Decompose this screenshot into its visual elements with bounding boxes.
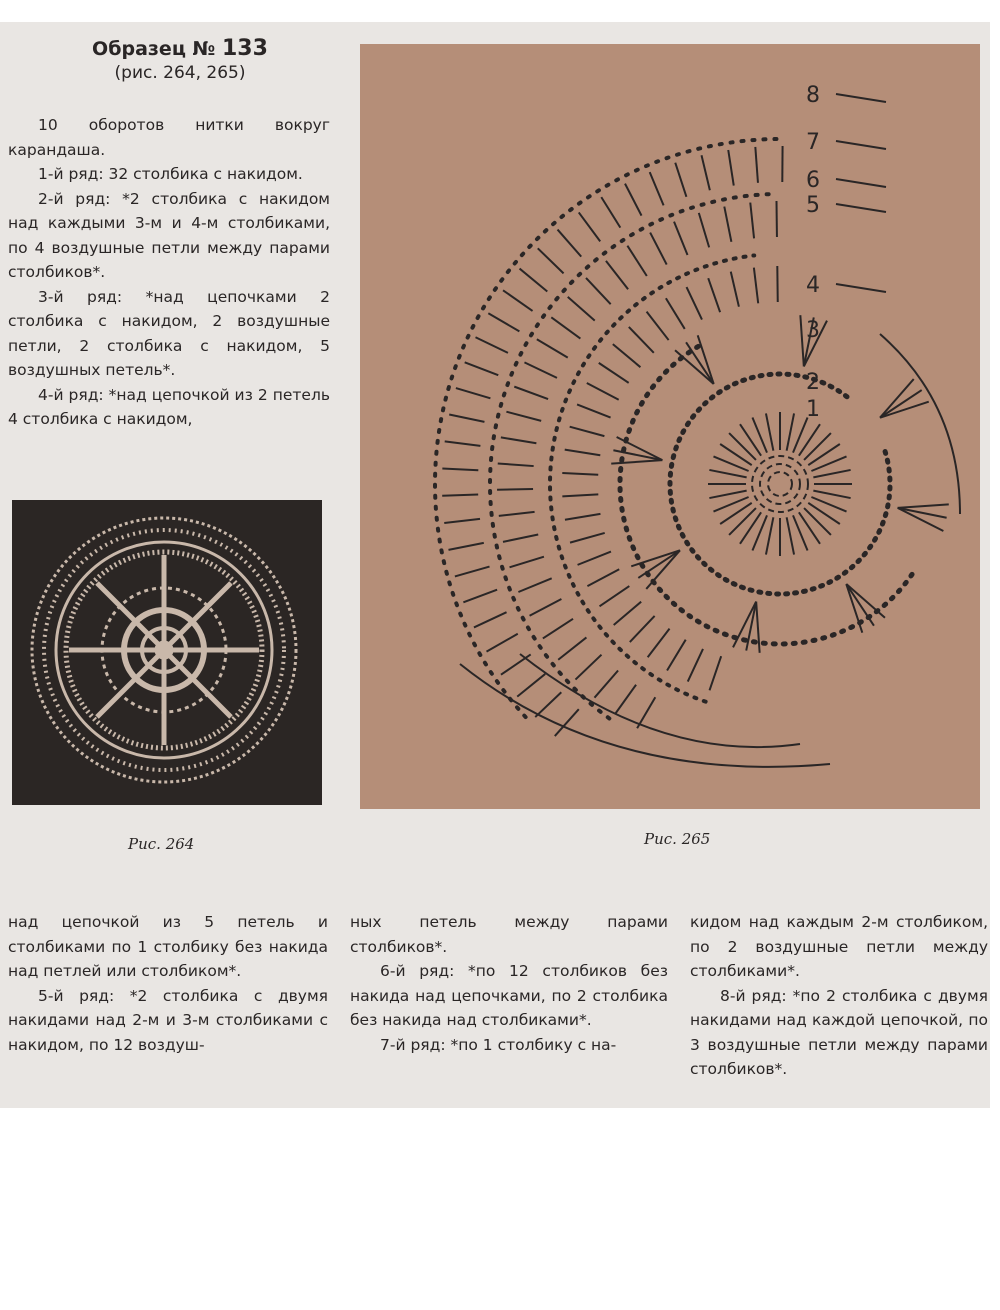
chart-stitch: [514, 387, 548, 399]
chart-stitch: [456, 388, 491, 398]
chart-stitch: [586, 278, 611, 304]
doily-photo-drawing: [12, 500, 322, 805]
chart-stitch: [488, 313, 519, 331]
crochet-chart: [360, 44, 980, 809]
chart-stitch: [708, 278, 720, 312]
instruction-paragraph: 5-й ряд: *2 столбика с двумя накидами над 2-м и 3-м столбиками с накидом, по 12 воздуш-: [8, 986, 328, 1054]
chart-stitch: [587, 383, 619, 400]
chart-stitch: [813, 470, 850, 477]
chart-stitch: [476, 337, 508, 353]
row-number-label: 6: [806, 168, 820, 193]
chart-stitch: [813, 491, 850, 498]
instructions-column-2: [350, 910, 668, 1057]
row-number-label: 1: [806, 397, 820, 422]
chart-stitch: [615, 685, 636, 714]
chart-stitch: [449, 415, 484, 422]
chart-stitch: [499, 512, 535, 516]
chart-stitch: [510, 557, 544, 568]
chart-stitch: [687, 287, 702, 320]
chart-stitch: [630, 616, 655, 642]
chart-stitch: [575, 655, 601, 680]
chart-stitch: [754, 268, 758, 304]
chart-stitch: [709, 491, 746, 498]
instruction-paragraph: 3-й ряд: *над цепочками 2 столбика с накидом, 2 воздушные петли, 2 столбика с накидом, 5 воздушных петель*.: [8, 287, 330, 379]
chart-stitch: [594, 671, 618, 698]
chart-stitch: [463, 590, 497, 603]
row-arrow: [836, 141, 886, 149]
chart-stitch: [565, 514, 601, 520]
chart-stitch: [538, 248, 564, 273]
chart-stitch: [503, 290, 532, 311]
chart-stitch: [898, 504, 949, 507]
chart-stitch: [627, 246, 646, 276]
chart-stitch: [650, 233, 667, 265]
row-arrow: [836, 179, 886, 187]
row-number-label: 4: [806, 273, 820, 298]
chart-stitch: [611, 460, 662, 463]
chart-stitch: [600, 586, 630, 606]
chart-stitch: [728, 150, 734, 186]
chart-stitch: [648, 629, 670, 658]
instructions-top: [8, 113, 330, 432]
instruction-paragraph: 6-й ряд: *по 12 столбиков без накида над цепочками, по 2 столбика без накида над столбиками*.: [350, 962, 668, 1029]
row-arrow: [836, 94, 886, 102]
figure-reference: (рис. 264, 265): [114, 63, 246, 83]
chart-stitch: [674, 222, 687, 255]
chart-stitch: [898, 508, 944, 531]
photo-caption: Рис. 264: [128, 835, 195, 853]
center-ring: [768, 472, 792, 496]
chart-stitch: [750, 203, 754, 239]
row-arrow: [836, 204, 886, 212]
chart-stitch: [444, 519, 480, 523]
chart-stitch: [650, 172, 664, 205]
pattern-header: [60, 36, 300, 83]
instruction-paragraph: 4-й ряд: *над цепочкой из 2 петель 4 столбика с накидом,: [8, 385, 330, 428]
chart-stitch: [578, 552, 611, 565]
row-number-label: 7: [806, 130, 820, 155]
row-arrow: [836, 284, 886, 292]
chart-stitch: [766, 517, 773, 554]
instruction-paragraph: 8-й ряд: *по 2 столбика с двумя накидами над каждой цепочкой, по 3 воздушные петли между парами столбиков*.: [690, 986, 988, 1078]
chart-stitch: [520, 269, 548, 292]
chart-stitch: [800, 315, 803, 366]
chart-stitch: [804, 508, 831, 535]
crochet-chart-drawing: [360, 44, 980, 809]
instruction-paragraph: 10 оборотов нитки вокруг карандаша.: [8, 116, 330, 159]
instruction-paragraph: над цепочкой из 5 петель и столбиками по 1 столбику без накида над петлей или столбиком*.: [8, 913, 328, 980]
chart-stitch: [570, 533, 605, 543]
page-title: [60, 36, 300, 61]
chart-stitch: [558, 637, 586, 659]
chart-stitch: [724, 207, 731, 242]
chart-stitch: [501, 437, 537, 443]
row-number-label: 2: [806, 370, 820, 395]
instruction-paragraph: 1-й ряд: 32 столбика с накидом.: [38, 165, 303, 183]
chart-stitch: [699, 213, 709, 247]
chart-stitch: [442, 495, 478, 496]
chart-stitch: [579, 212, 600, 241]
chart-stitch: [518, 578, 551, 592]
chart-stitch: [688, 649, 703, 682]
chart-stitch: [551, 317, 580, 338]
instruction-paragraph: кидом над каждым 2-м столбиком, по 2 воздушные петли между столбиками*.: [690, 913, 988, 980]
chart-stitch: [601, 197, 620, 228]
chart-stitch: [606, 261, 628, 289]
chart-stitch: [503, 534, 538, 541]
chart-stitch: [787, 517, 794, 554]
chart-stitch: [506, 412, 541, 421]
title-prefix: Образец №: [92, 38, 216, 60]
chart-stitch: [599, 363, 629, 383]
chart-stitch: [766, 413, 773, 450]
chart-stitch: [613, 344, 641, 367]
chart-stitch: [710, 656, 722, 690]
chart-stitch: [442, 469, 478, 471]
chart-stitch: [530, 599, 562, 616]
chart-stitch: [524, 362, 557, 377]
chart-stitch: [562, 494, 598, 496]
direction-arrow: [520, 654, 800, 747]
chart-stitch: [577, 404, 611, 417]
chain-arc: [670, 374, 890, 594]
row-number-label: 5: [806, 193, 820, 218]
chart-stitch: [709, 470, 746, 477]
chart-stitch: [587, 569, 619, 586]
chart-stitch: [756, 602, 759, 653]
chain-arc: [435, 139, 783, 717]
chart-stitch: [629, 327, 654, 353]
chart-stitch: [543, 619, 573, 639]
chart-stitch: [537, 339, 568, 357]
chart-stitch: [729, 433, 756, 460]
doily-photo: [12, 500, 322, 805]
chart-stitch: [614, 602, 641, 625]
chart-stitch: [666, 298, 685, 329]
chart-stitch: [497, 489, 533, 490]
chart-stitch: [647, 312, 669, 340]
chart-stitch: [448, 543, 483, 550]
chart-stitch: [625, 184, 642, 216]
chart-caption: Рис. 265: [644, 830, 711, 848]
chart-stitch: [474, 612, 507, 627]
chart-stitch: [804, 433, 831, 460]
chart-stitch: [558, 230, 582, 257]
row-number-label: 8: [806, 83, 820, 108]
instruction-paragraph: 2-й ряд: *2 столбика с накидом над каждыми 3-м и 4-м столбиками, по 4 воздушные петли между парами столбиков*.: [8, 189, 330, 281]
chart-stitch: [667, 640, 686, 671]
chart-stitch: [701, 155, 709, 190]
chart-stitch: [455, 567, 490, 577]
title-number: 133: [222, 36, 268, 61]
center-ring: [760, 464, 800, 504]
chart-stitch: [755, 147, 758, 183]
instruction-paragraph: 7-й ряд: *по 1 столбику с на-: [380, 1035, 617, 1054]
chart-stitch: [568, 297, 595, 321]
chart-stitch: [787, 413, 794, 450]
chart-stitch: [535, 692, 561, 717]
chart-stitch: [562, 473, 598, 475]
chart-stitch: [731, 272, 739, 307]
chart-stitch: [675, 163, 686, 197]
chart-stitch: [445, 441, 481, 446]
instructions-column-1: [8, 910, 328, 1057]
chart-stitch: [486, 634, 517, 652]
chain-arc: [620, 345, 912, 644]
chart-stitch: [517, 674, 545, 697]
chart-stitch: [498, 463, 534, 466]
chart-stitch: [570, 427, 605, 436]
chart-stitch: [465, 362, 499, 375]
chart-stitch: [898, 508, 947, 518]
instruction-paragraph: ных петель между парами столбиков*.: [350, 913, 668, 956]
chart-stitch: [729, 508, 756, 535]
chart-stitch: [565, 450, 601, 456]
chart-stitch: [501, 654, 531, 674]
row-number-label: 3: [806, 318, 820, 343]
instructions-column-3: [690, 910, 988, 1082]
